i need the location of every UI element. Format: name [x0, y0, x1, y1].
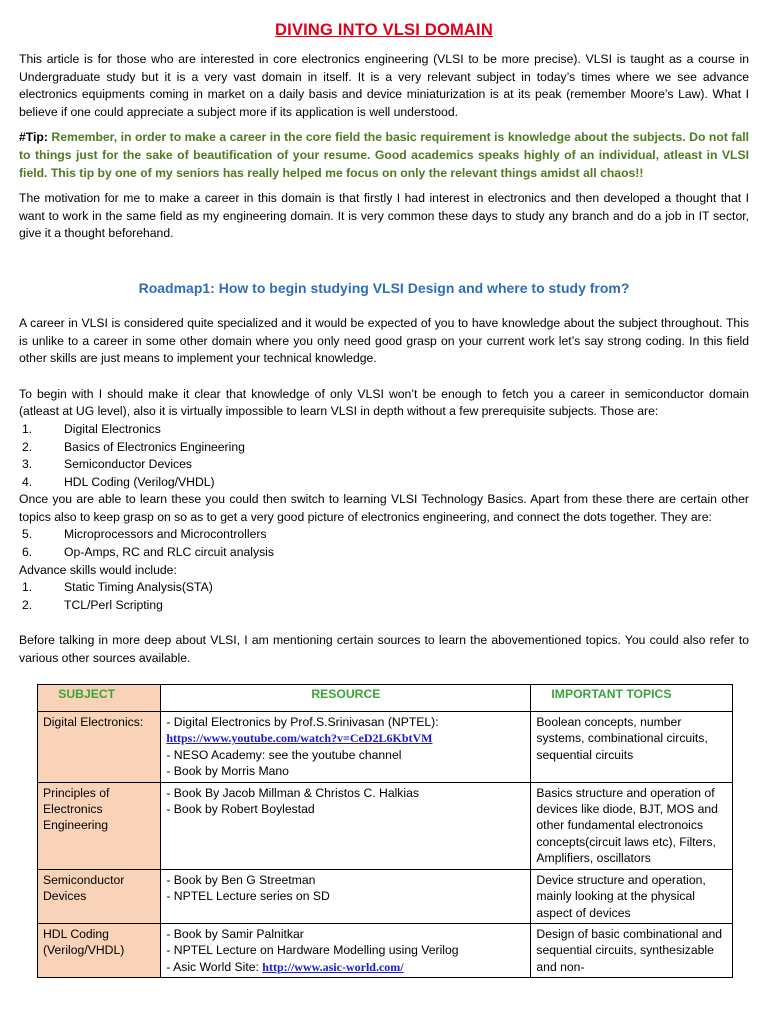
youtube-link[interactable]: https://www.youtube.com/watch?v=CeD2L6KbtVM: [166, 731, 433, 746]
table-row: [38, 923, 733, 977]
document-page: [19, 16, 749, 978]
resource-cell: - Digital Electronics by Prof.S.Srinivasan (NPTEL): https://www.youtube.com/watch?v=CeD2L6KbtVM - NESO Academy: see the youtube channel - Book by Morris Mano: [161, 712, 531, 783]
list-item: 2. TCL/Perl Scripting: [22, 597, 163, 612]
prereq-paragraph: To begin with I should make it clear that knowledge of only VLSI won’t be enough to fetch you a career in semiconductor domain (atleast at UG level), also it is virtually impossible to learn VLSI in depth without a few prerequisite subjects. Those are:: [19, 386, 749, 419]
advance-label: Advance skills would include:: [19, 562, 177, 577]
subject-cell: HDL Coding (Verilog/VHDL): [38, 923, 161, 977]
subject-cell: Digital Electronics:: [38, 712, 161, 783]
list-item: 4. HDL Coding (Verilog/VHDL): [22, 474, 215, 489]
resource-cell: - Book by Samir Palnitkar - NPTEL Lecture on Hardware Modelling using Verilog - Asic World Site: http://www.asic-world.com/: [161, 923, 531, 977]
resource-cell: - Book By Jacob Millman & Christos C. Halkias - Book by Robert Boylestad: [161, 782, 531, 869]
topics-cell: Design of basic combinational and sequential circuits, synthesizable and non-: [531, 923, 733, 977]
table-header-row: [38, 684, 733, 711]
table-row: [38, 712, 733, 783]
roadmap-heading: Roadmap1: How to begin studying VLSI Design and where to study from?: [138, 279, 630, 296]
career-paragraph: A career in VLSI is considered quite specialized and it would be expected of you to have knowledge about the subject throughout. This is unlike to a career in some other domain where you only need good grasp on your current work let’s say strong coding. In this field other skills are just means to implement your technical knowledge.: [19, 315, 749, 366]
advance-list: [19, 579, 749, 614]
list-item: 6. Op-Amps, RC and RLC circuit analysis: [22, 545, 274, 560]
resource-cell: - Book by Ben G Streetman - NPTEL Lecture series on SD: [161, 869, 531, 923]
list-item: 1. Digital Electronics: [22, 421, 161, 436]
sources-paragraph: Before talking in more deep about VLSI, I am mentioning certain sources to learn the abovementioned topics. You could also refer to various other sources available.: [19, 633, 749, 666]
table-row: [38, 869, 733, 923]
header-resource: RESOURCE: [161, 684, 531, 711]
tip-label: #Tip:: [19, 130, 48, 145]
header-subject: SUBJECT: [38, 684, 161, 711]
asic-world-link[interactable]: http://www.asic-world.com/: [262, 959, 404, 974]
topics-cell: Device structure and operation, mainly looking at the physical aspect of devices: [531, 869, 733, 923]
motivation-paragraph: The motivation for me to make a career in this domain is that firstly I had interest in electronics and then developed a thought that I want to work in the same field as my engineering domain. It is very common these days to study any branch and do a job in IT sector, give it a thought beforehand.: [19, 191, 749, 241]
resources-table: [37, 684, 733, 979]
subject-cell: Semiconductor Devices: [38, 869, 161, 923]
list-item: 2. Basics of Electronics Engineering: [22, 439, 245, 454]
table-row: [38, 782, 733, 869]
other-topics-paragraph: Once you are able to learn these you could then switch to learning VLSI Technology Basics. Apart from these there are certain other topics also to keep grasp on so as to get a very good picture of electronics engineering, and connect the dots together. They are:: [19, 492, 749, 524]
subject-cell: Principles of Electronics Engineering: [38, 782, 161, 869]
list-item: 5. Microprocessors and Microcontrollers: [22, 527, 267, 542]
header-topics: IMPORTANT TOPICS: [531, 684, 733, 711]
prereq-list: [19, 421, 749, 491]
intro-paragraph: This article is for those who are interested in core electronics engineering (VLSI to be more precise). VLSI is taught as a course in Undergraduate study but it is a very vast domain in itself. It is a very relevant subject in today’s times where we see advance electronics equipments coming in market on a daily basis and device miniaturization is at its peak (remember Moore’s Law). What I believe if one could appreciate a subject more if its application is well understood.: [19, 52, 749, 119]
tip-text: Remember, in order to make a career in the core field the basic requirement is knowledge about the subjects. Do not fall to things just for the sake of beautification of your resume. Good academics speaks highly of an individual, atleast in VLSI field. This tip by one of my seniors has really helped me focus on only the relevant things amidst all chaos!!: [19, 130, 749, 180]
list-item: 1. Static Timing Analysis(STA): [22, 580, 213, 595]
other-topics-list: [19, 526, 749, 561]
list-item: 3. Semiconductor Devices: [22, 457, 193, 472]
tip-paragraph: [19, 129, 749, 182]
topics-cell: Basics structure and operation of devices like diode, BJT, MOS and other fundamental electronoics concepts(circuit laws etc), Filters, Amplifiers, oscillators: [531, 782, 733, 869]
topics-cell: Boolean concepts, number systems, combinational circuits, sequential circuits: [531, 712, 733, 783]
page-title: DIVING INTO VLSI DOMAIN: [275, 21, 493, 39]
